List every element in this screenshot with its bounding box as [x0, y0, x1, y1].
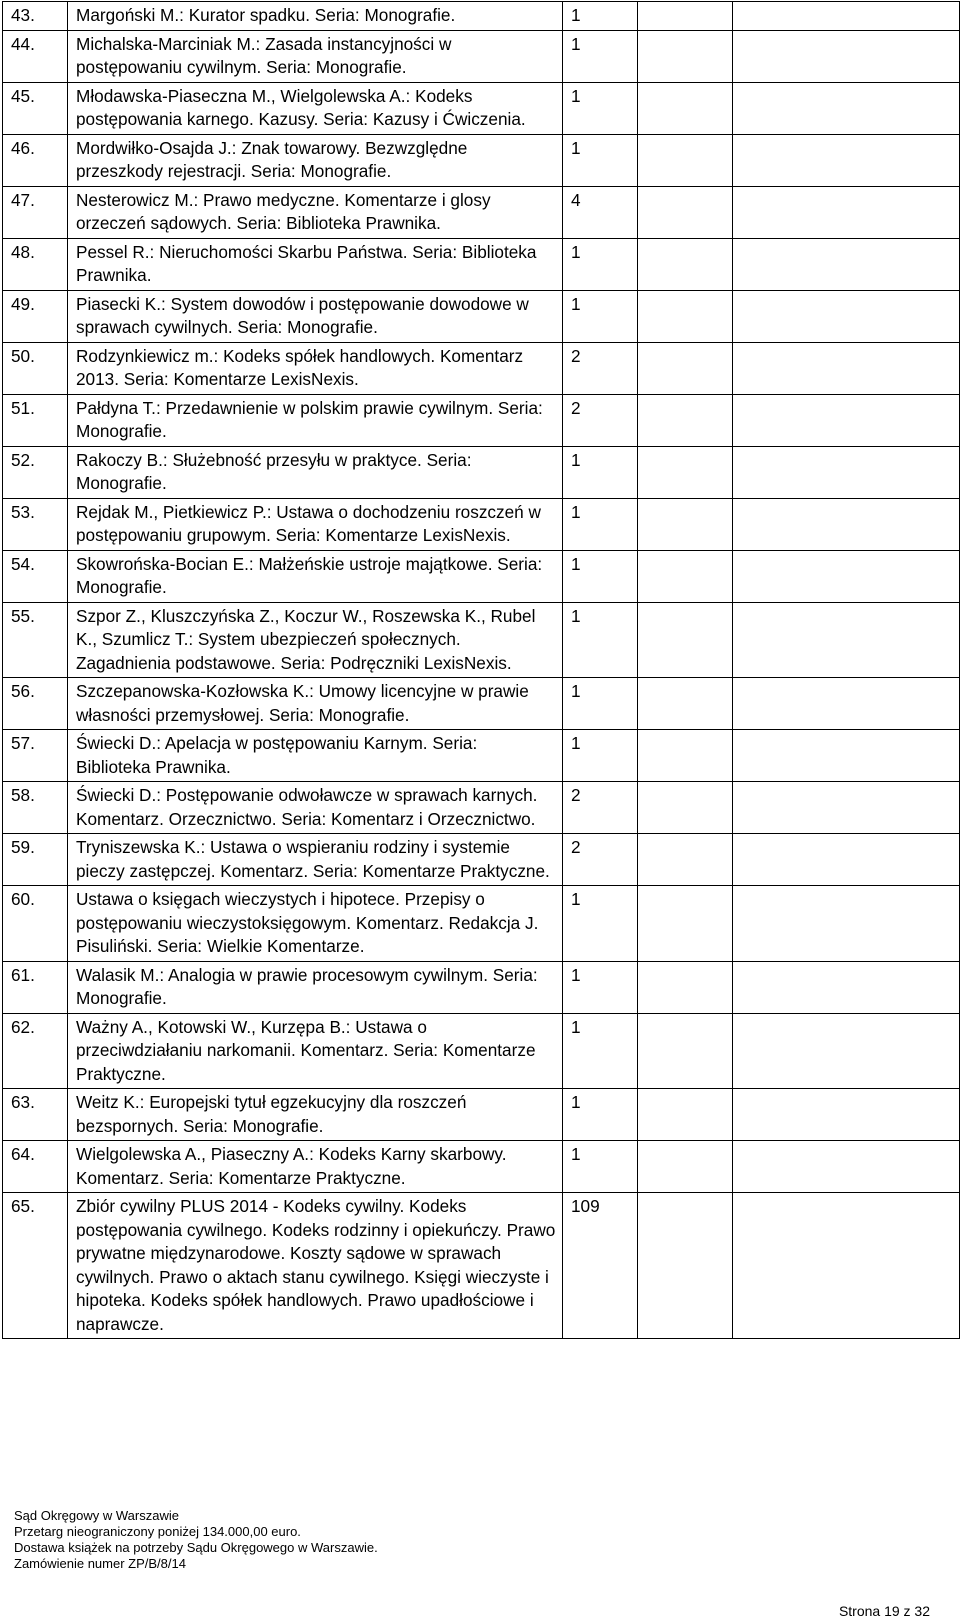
empty-cell	[733, 394, 960, 446]
empty-cell	[733, 1193, 960, 1339]
row-number: 45.	[3, 82, 68, 134]
book-quantity: 1	[563, 446, 638, 498]
row-number: 49.	[3, 290, 68, 342]
book-quantity: 1	[563, 498, 638, 550]
empty-cell	[638, 342, 733, 394]
book-title: Walasik M.: Analogia w prawie procesowym cywilnym. Seria: Monografie.	[68, 961, 563, 1013]
empty-cell	[638, 782, 733, 834]
empty-cell	[733, 678, 960, 730]
empty-cell	[733, 550, 960, 602]
book-title: Wielgolewska A., Piaseczny A.: Kodeks Karny skarbowy. Komentarz. Seria: Komentarze Praktyczne.	[68, 1141, 563, 1193]
book-title: Rejdak M., Pietkiewicz P.: Ustawa o dochodzeniu roszczeń w postępowaniu grupowym. Seria: Komentarze LexisNexis.	[68, 498, 563, 550]
empty-cell	[638, 134, 733, 186]
book-quantity: 1	[563, 2, 638, 31]
table-row	[3, 342, 960, 394]
book-quantity: 2	[563, 834, 638, 886]
row-number: 56.	[3, 678, 68, 730]
row-number: 62.	[3, 1013, 68, 1089]
empty-cell	[638, 1013, 733, 1089]
empty-cell	[638, 446, 733, 498]
empty-cell	[733, 730, 960, 782]
row-number: 52.	[3, 446, 68, 498]
empty-cell	[638, 498, 733, 550]
empty-cell	[638, 1089, 733, 1141]
row-number: 64.	[3, 1141, 68, 1193]
empty-cell	[638, 886, 733, 962]
table-row	[3, 886, 960, 962]
book-title: Rodzynkiewicz m.: Kodeks spółek handlowych. Komentarz 2013. Seria: Komentarze LexisNexis.	[68, 342, 563, 394]
table-row	[3, 134, 960, 186]
empty-cell	[733, 498, 960, 550]
empty-cell	[733, 134, 960, 186]
book-title: Tryniszewska K.: Ustawa o wspieraniu rodziny i systemie pieczy zastępczej. Komentarz. Seria: Komentarze Praktyczne.	[68, 834, 563, 886]
empty-cell	[733, 446, 960, 498]
empty-cell	[638, 30, 733, 82]
row-number: 53.	[3, 498, 68, 550]
book-quantity: 1	[563, 730, 638, 782]
book-quantity: 1	[563, 1013, 638, 1089]
book-title: Rakoczy B.: Służebność przesyłu w praktyce. Seria: Monografie.	[68, 446, 563, 498]
book-list-table	[2, 1, 960, 1339]
book-quantity: 1	[563, 238, 638, 290]
book-title: Mordwiłko-Osajda J.: Znak towarowy. Bezwzględne przeszkody rejestracji. Seria: Monografie.	[68, 134, 563, 186]
table-row	[3, 550, 960, 602]
row-number: 65.	[3, 1193, 68, 1339]
row-number: 46.	[3, 134, 68, 186]
table-row	[3, 238, 960, 290]
empty-cell	[638, 290, 733, 342]
table-row	[3, 834, 960, 886]
book-title: Świecki D.: Postępowanie odwoławcze w sprawach karnych. Komentarz. Orzecznictwo. Seria: Komentarz i Orzecznictwo.	[68, 782, 563, 834]
empty-cell	[638, 186, 733, 238]
empty-cell	[638, 550, 733, 602]
empty-cell	[638, 1141, 733, 1193]
empty-cell	[733, 186, 960, 238]
table-row	[3, 446, 960, 498]
book-title: Margoński M.: Kurator spadku. Seria: Monografie.	[68, 2, 563, 31]
empty-cell	[733, 2, 960, 31]
row-number: 57.	[3, 730, 68, 782]
book-quantity: 1	[563, 1089, 638, 1141]
empty-cell	[733, 602, 960, 678]
book-title: Piasecki K.: System dowodów i postępowanie dowodowe w sprawach cywilnych. Seria: Monografie.	[68, 290, 563, 342]
book-title: Szpor Z., Kluszczyńska Z., Koczur W., Roszewska K., Rubel K., Szumlicz T.: System ubezpieczeń społecznych. Zagadnienia podstawowe. Seria: Podręczniki LexisNexis.	[68, 602, 563, 678]
empty-cell	[733, 238, 960, 290]
table-row	[3, 290, 960, 342]
row-number: 43.	[3, 2, 68, 31]
table-row	[3, 782, 960, 834]
book-title: Świecki D.: Apelacja w postępowaniu Karnym. Seria: Biblioteka Prawnika.	[68, 730, 563, 782]
footer-order-number: Zamówienie numer ZP/B/8/14	[14, 1556, 186, 1571]
row-number: 55.	[3, 602, 68, 678]
book-quantity: 109	[563, 1193, 638, 1339]
table-row	[3, 1089, 960, 1141]
row-number: 60.	[3, 886, 68, 962]
row-number: 61.	[3, 961, 68, 1013]
empty-cell	[733, 290, 960, 342]
table-row	[3, 30, 960, 82]
book-quantity: 1	[563, 134, 638, 186]
book-title: Ważny A., Kotowski W., Kurzępa B.: Ustawa o przeciwdziałaniu narkomanii. Komentarz. Seria: Komentarze Praktyczne.	[68, 1013, 563, 1089]
book-title: Młodawska-Piaseczna M., Wielgolewska A.: Kodeks postępowania karnego. Kazusy. Seria: Kazusy i Ćwiczenia.	[68, 82, 563, 134]
empty-cell	[638, 730, 733, 782]
row-number: 59.	[3, 834, 68, 886]
footer-delivery-info: Dostawa książek na potrzeby Sądu Okręgowego w Warszawie.	[14, 1540, 378, 1555]
empty-cell	[733, 1089, 960, 1141]
empty-cell	[638, 82, 733, 134]
empty-cell	[638, 2, 733, 31]
table-row	[3, 678, 960, 730]
row-number: 48.	[3, 238, 68, 290]
empty-cell	[638, 394, 733, 446]
book-quantity: 1	[563, 961, 638, 1013]
book-title: Skowrońska-Bocian E.: Małżeńskie ustroje majątkowe. Seria: Monografie.	[68, 550, 563, 602]
book-quantity: 4	[563, 186, 638, 238]
book-quantity: 1	[563, 82, 638, 134]
empty-cell	[733, 782, 960, 834]
table-row	[3, 498, 960, 550]
footer-tender-info: Przetarg nieograniczony poniżej 134.000,00 euro.	[14, 1524, 301, 1539]
book-title: Ustawa o księgach wieczystych i hipotece. Przepisy o postępowaniu wieczystoksięgowym. Komentarz. Redakcja J. Pisuliński. Seria: Wielkie Komentarze.	[68, 886, 563, 962]
table-row	[3, 394, 960, 446]
empty-cell	[733, 342, 960, 394]
empty-cell	[733, 886, 960, 962]
empty-cell	[733, 82, 960, 134]
table-row	[3, 602, 960, 678]
book-title: Weitz K.: Europejski tytuł egzekucyjny dla roszczeń bezspornych. Seria: Monografie.	[68, 1089, 563, 1141]
empty-cell	[733, 1141, 960, 1193]
row-number: 44.	[3, 30, 68, 82]
book-title: Michalska-Marciniak M.: Zasada instancyjności w postępowaniu cywilnym. Seria: Monografie.	[68, 30, 563, 82]
empty-cell	[733, 834, 960, 886]
book-quantity: 2	[563, 342, 638, 394]
table-row	[3, 1141, 960, 1193]
book-list-body	[3, 2, 960, 1339]
book-quantity: 1	[563, 1141, 638, 1193]
table-row	[3, 82, 960, 134]
book-quantity: 2	[563, 394, 638, 446]
table-row	[3, 186, 960, 238]
table-row	[3, 1013, 960, 1089]
empty-cell	[733, 961, 960, 1013]
row-number: 63.	[3, 1089, 68, 1141]
page-number: Strona 19 z 32	[838, 1603, 930, 1619]
book-quantity: 1	[563, 550, 638, 602]
row-number: 51.	[3, 394, 68, 446]
book-quantity: 1	[563, 30, 638, 82]
table-row	[3, 730, 960, 782]
footer-court-name: Sąd Okręgowy w Warszawie	[14, 1508, 179, 1523]
row-number: 50.	[3, 342, 68, 394]
empty-cell	[638, 602, 733, 678]
empty-cell	[638, 834, 733, 886]
empty-cell	[638, 678, 733, 730]
table-row	[3, 2, 960, 31]
empty-cell	[638, 1193, 733, 1339]
book-title: Szczepanowska-Kozłowska K.: Umowy licencyjne w prawie własności przemysłowej. Seria: Monografie.	[68, 678, 563, 730]
row-number: 47.	[3, 186, 68, 238]
book-title: Pałdyna T.: Przedawnienie w polskim prawie cywilnym. Seria: Monografie.	[68, 394, 563, 446]
row-number: 58.	[3, 782, 68, 834]
book-quantity: 1	[563, 602, 638, 678]
book-quantity: 2	[563, 782, 638, 834]
book-title: Pessel R.: Nieruchomości Skarbu Państwa. Seria: Biblioteka Prawnika.	[68, 238, 563, 290]
document-footer	[14, 1508, 378, 1572]
table-row	[3, 961, 960, 1013]
table-row	[3, 1193, 960, 1339]
book-quantity: 1	[563, 290, 638, 342]
empty-cell	[733, 1013, 960, 1089]
empty-cell	[638, 238, 733, 290]
empty-cell	[733, 30, 960, 82]
book-title: Nesterowicz M.: Prawo medyczne. Komentarze i glosy orzeczeń sądowych. Seria: Biblioteka Prawnika.	[68, 186, 563, 238]
book-title: Zbiór cywilny PLUS 2014 - Kodeks cywilny. Kodeks postępowania cywilnego. Kodeks rodzinny i opiekuńczy. Prawo prywatne międzynarodowe. Koszty sądowe w sprawach cywilnych. Prawo o aktach stanu cywilnego. Księgi wieczyste i hipoteka. Kodeks spółek handlowych. Prawo upadłościowe i naprawcze.	[68, 1193, 563, 1339]
book-quantity: 1	[563, 886, 638, 962]
empty-cell	[638, 961, 733, 1013]
row-number: 54.	[3, 550, 68, 602]
book-quantity: 1	[563, 678, 638, 730]
